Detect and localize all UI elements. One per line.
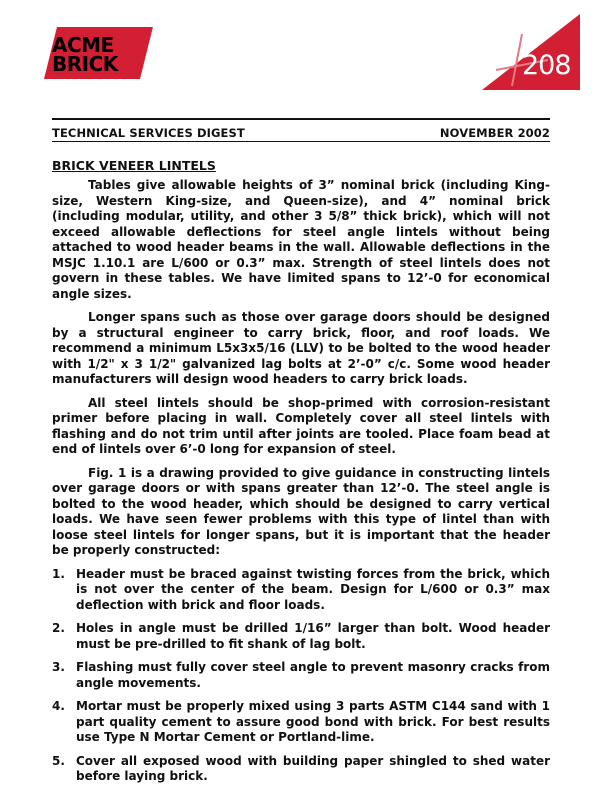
acme-brick-logo (44, 27, 140, 79)
construction-list (52, 567, 550, 785)
paragraph-fig-1: Fig. 1 is a drawing provided to give guidance in constructing lintels over garage doors or with spans greater than 12’-0. The steel angle is bolted to the wood header, which should be designed to carry vertical loads. We have seen fewer problems with this type of lintel than with loose steel lintels for longer spans, but it is important that the header be properly constructed: (52, 465, 550, 557)
list-item (52, 754, 550, 785)
paragraph-longer-spans: Longer spans such as those over garage doors should be designed by a structural engineer to carry brick, floor, and roof loads. We recommend a minimum L5x3x5/16 (LLV) to be bolted to the wood header with 1/2" x 3 1/2" galvanized lag bolts at 2’-0” c/c. Some wood header manufacturers will design wood headers to carry brick loads. (52, 310, 550, 386)
list-item-text: Mortar must be properly mixed using 3 parts ASTM C144 sand with 1 part quality cement to assure good bond with brick. For best results use Type N Mortar Cement or Portland-lime. (76, 699, 550, 744)
list-item-number: 1. (52, 566, 65, 581)
header-top-rule (52, 118, 550, 120)
list-item-number: 3. (52, 660, 65, 674)
logo-word-brick: BRICK (52, 52, 118, 76)
digest-date: NOVEMBER 2002 (439, 126, 550, 140)
paragraph-tables: Tables give allowable heights of 3” nominal brick (including King-size, Western King-size, and Queen-size), and 4” nominal brick (including modular, utility, and other 3 5/8” thick brick), which will not exceed allowable deflections for steel angle lintels without being attached to wood header beams in the wall. Allowable deflections in the MSJC 1.10.1 are L/600 or 0.3” max. Strength of steel lintels does not govern in these tables. We have limited spans to 12’-0 for economical angle sizes. (52, 178, 550, 301)
paragraph-steel-lintels: All steel lintels should be shop-primed with corrosion-resistant primer before placing in wall. Completely cover all steel lintels with flashing and do not trim until after joints are tooled. Place foam bead at end of lintels over 6’-0 long for expansion of steel. (52, 395, 550, 456)
list-item-number: 4. (52, 699, 65, 713)
list-item-text: Holes in angle must be drilled 1/16” larger than bolt. Wood header must be pre-drilled to fit shank of lag bolt. (76, 621, 550, 651)
list-item-text: Flashing must fully cover steel angle to prevent masonry cracks from angle movements. (76, 660, 550, 690)
article-title: BRICK VENEER LINTELS (52, 158, 216, 173)
logo-word-acme: ACME (52, 33, 114, 57)
list-item (52, 660, 550, 691)
digest-number: 208 (522, 50, 571, 81)
list-item-text: Header must be braced against twisting forces from the brick, which is not over the center of the beam. Design for L/600 or 0.3” max deflection with brick and floor loads. (76, 566, 550, 612)
list-item-number: 5. (52, 753, 65, 768)
list-item (52, 567, 550, 614)
header-bottom-rule (52, 141, 550, 142)
list-item (52, 621, 550, 652)
digest-number-badge (482, 14, 580, 90)
article-body (52, 178, 550, 793)
list-item-number: 2. (52, 621, 65, 635)
list-item-text: Cover all exposed wood with building paper shingled to shed water before laying brick. (76, 753, 550, 783)
digest-label: TECHNICAL SERVICES DIGEST (52, 126, 245, 140)
list-item (52, 699, 550, 746)
